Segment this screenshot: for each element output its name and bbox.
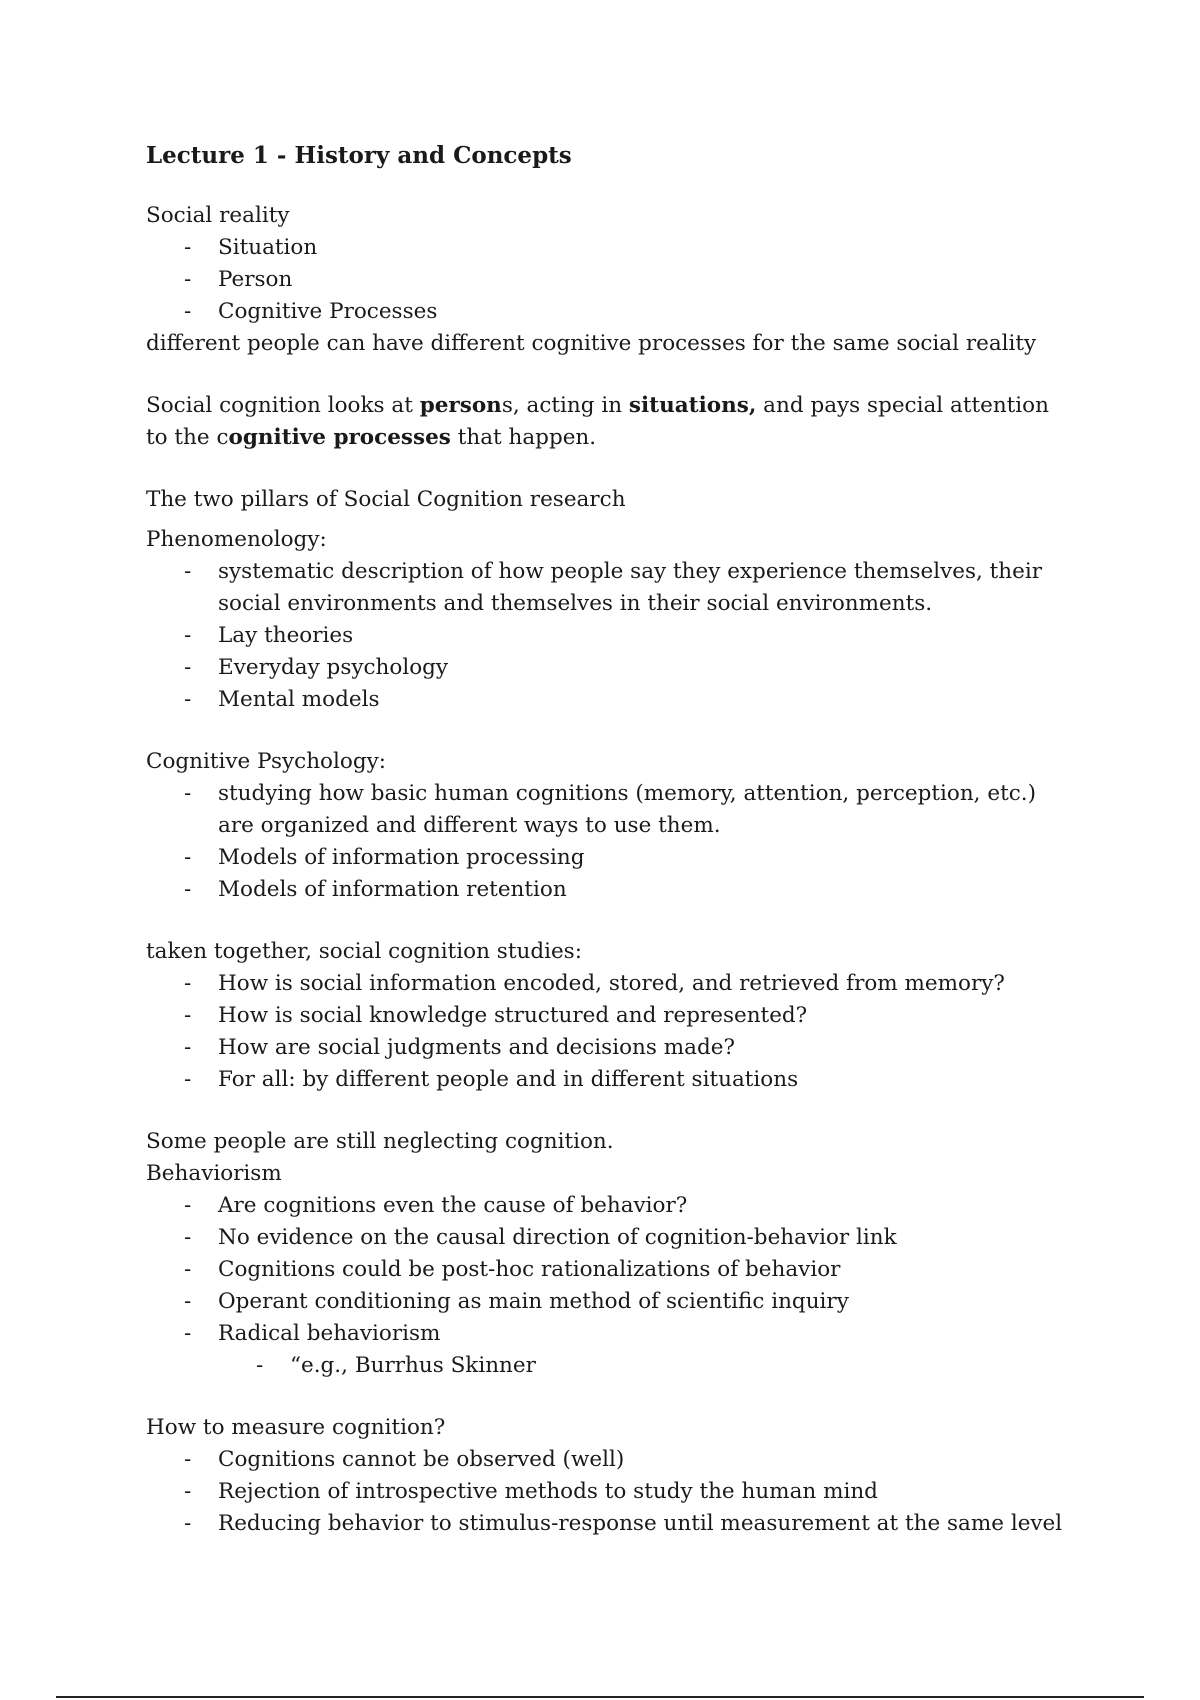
cognitive-psychology-list xyxy=(146,778,1076,906)
list-item: - Models of information retention xyxy=(146,874,1076,906)
social-reality-list xyxy=(146,232,1076,328)
list-item: - Cognitive Processes xyxy=(146,296,1076,328)
list-item: - No evidence on the causal direction of cognition-behavior link xyxy=(146,1222,1076,1254)
text-run: Social cognition looks at xyxy=(146,393,420,418)
list-item: - Mental models xyxy=(146,684,1076,716)
list-item: - Operant conditioning as main method of scientific inquiry xyxy=(146,1286,1076,1318)
document-page xyxy=(146,140,1076,1540)
measure-list xyxy=(146,1444,1076,1540)
together-list xyxy=(146,968,1076,1096)
phenomenology-heading: Phenomenology: xyxy=(146,527,327,552)
list-item: - Everyday psychology xyxy=(146,652,1076,684)
list-item: - How are social judgments and decisions made? xyxy=(146,1032,1076,1064)
list-item: - Are cognitions even the cause of behavior? xyxy=(146,1190,1076,1222)
cognitive-psychology-heading: Cognitive Psychology: xyxy=(146,749,386,774)
bold-term-persons: person xyxy=(419,393,502,418)
social-reality-heading: Social reality xyxy=(146,203,290,228)
list-item: - studying how basic human cognitions (memory, attention, perception, etc.) are organized and different ways to use them. xyxy=(146,778,1076,842)
list-item: - Situation xyxy=(146,232,1076,264)
behaviorism-list xyxy=(146,1190,1076,1382)
list-item: - Lay theories xyxy=(146,620,1076,652)
phenomenology-list xyxy=(146,556,1076,716)
together-heading: taken together, social cognition studies: xyxy=(146,939,582,964)
list-item: - Radical behaviorism xyxy=(146,1318,1076,1350)
page-title: Lecture 1 - History and Concepts xyxy=(146,142,572,169)
list-item: - For all: by different people and in different situations xyxy=(146,1064,1076,1096)
social-reality-note: different people can have different cognitive processes for the same social reality xyxy=(146,331,1037,356)
list-item: - How is social knowledge structured and represented? xyxy=(146,1000,1076,1032)
pillars-heading: The two pillars of Social Cognition research xyxy=(146,487,626,512)
list-item: - systematic description of how people say they experience themselves, their social environments and themselves in their social environments. xyxy=(146,556,1076,620)
list-item: - Person xyxy=(146,264,1076,296)
list-item: - Reducing behavior to stimulus-response until measurement at the same level xyxy=(146,1508,1076,1540)
list-item: - Cognitions cannot be observed (well) xyxy=(146,1444,1076,1476)
bold-term-situations: situations, xyxy=(628,393,757,418)
measure-heading: How to measure cognition? xyxy=(146,1415,446,1440)
list-item: - Rejection of introspective methods to study the human mind xyxy=(146,1476,1076,1508)
bold-term-cognitive-processes: ognitive processes xyxy=(228,425,451,450)
nested-list-item: - “e.g., Burrhus Skinner xyxy=(146,1350,1076,1382)
text-run: s, acting in xyxy=(501,393,629,418)
list-item: - How is social information encoded, stored, and retrieved from memory? xyxy=(146,968,1076,1000)
text-run: and pays special attention to the c xyxy=(146,393,1049,450)
list-item: - Cognitions could be post-hoc rationalizations of behavior xyxy=(146,1254,1076,1286)
neglect-heading: Some people are still neglecting cognition. xyxy=(146,1129,614,1154)
list-item: - Models of information processing xyxy=(146,842,1076,874)
definition-paragraph xyxy=(146,390,1076,454)
text-run: that happen. xyxy=(450,425,597,450)
page-bottom-rule xyxy=(56,1696,1144,1698)
behaviorism-heading: Behaviorism xyxy=(146,1161,282,1186)
